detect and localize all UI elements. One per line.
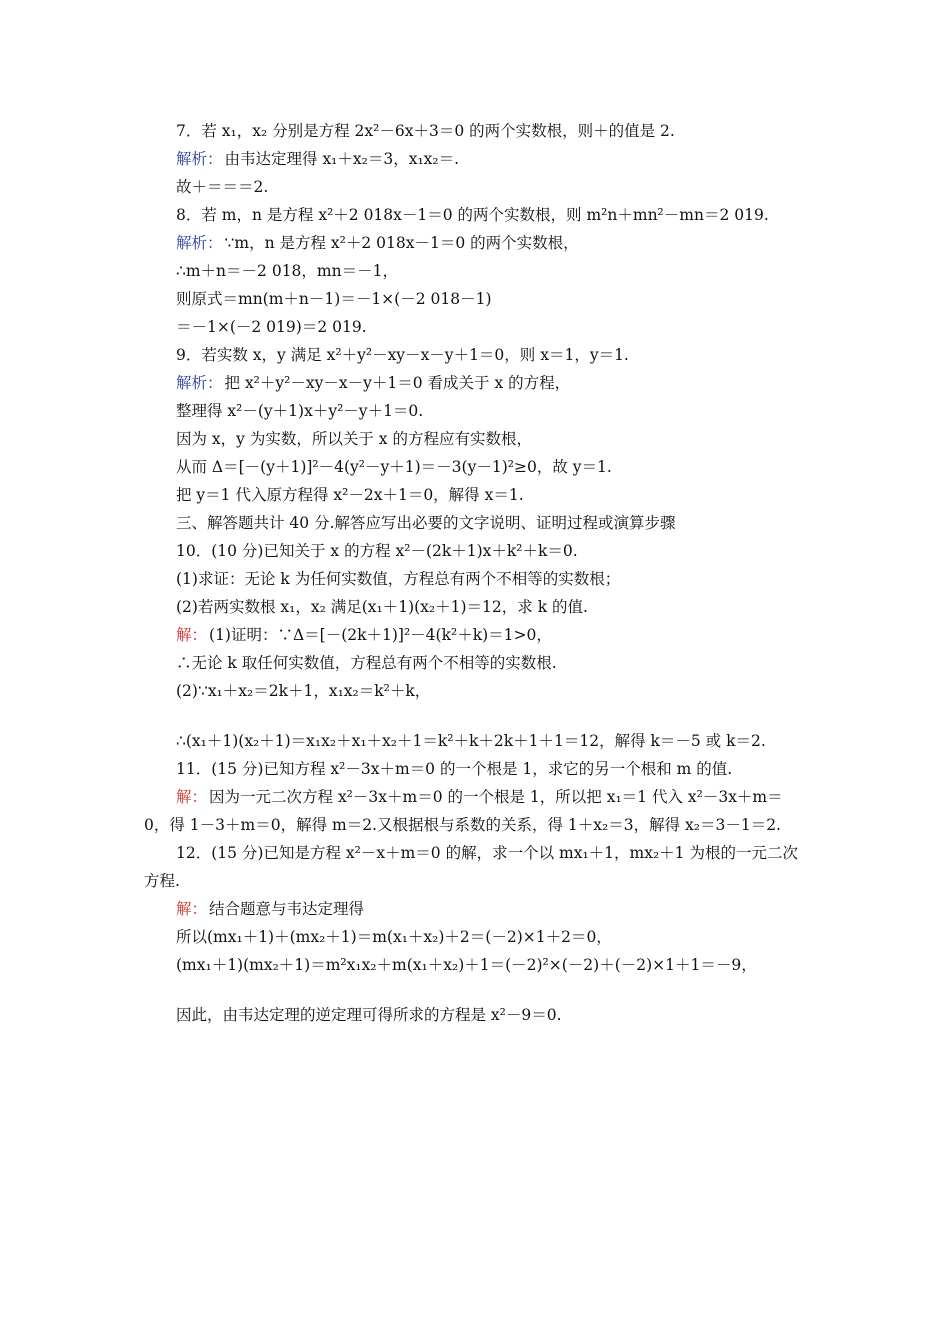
q8-analysis: 解析： ∵m，n 是方程 x²＋2 018x－1＝0 的两个实数根， bbox=[176, 234, 579, 252]
q8-step-2: 则原式＝mn(m＋n－1)＝－1×(－2 018－1) bbox=[176, 290, 492, 308]
analysis-label: 解析： bbox=[176, 150, 223, 168]
q10-step-3: ∴(x₁＋1)(x₂＋1)＝x₁x₂＋x₁＋x₂＋1＝k²＋k＋2k＋1＋1＝12，解得 k＝－5 或 k＝2. bbox=[176, 732, 766, 750]
q10-statement: 10．(10 分)已知关于 x 的方程 x²－(2k＋1)x＋k²＋k＝0. bbox=[176, 542, 578, 560]
q12-step-1: 所以(mx₁＋1)＋(mx₂＋1)＝m(x₁＋x₂)＋2＝(－2)×1＋2＝0， bbox=[176, 928, 612, 946]
q10-solution: 解： (1)证明：∵Δ＝[－(2k＋1)]²－4(k²＋k)＝1>0， bbox=[176, 626, 552, 644]
q11-solution-cont: 0，得 1－3＋m＝0，解得 m＝2.又根据根与系数的关系，得 1＋x₂＝3，解得 x₂＝3－1＝2. bbox=[144, 816, 781, 834]
q8-step-3: ＝－1×(－2 019)＝2 019. bbox=[176, 318, 367, 336]
q9-step-1: 整理得 x²－(y＋1)x＋y²－y＋1＝0. bbox=[176, 402, 424, 420]
q9-analysis: 解析： 把 x²＋y²－xy－x－y＋1＝0 看成关于 x 的方程， bbox=[176, 374, 571, 392]
q10-step-2: (2)∵x₁＋x₂＝2k＋1，x₁x₂＝k²＋k， bbox=[176, 682, 431, 700]
q10-part-1: (1)求证：无论 k 为任何实数值，方程总有两个不相等的实数根； bbox=[176, 570, 621, 588]
q7-statement: 7．若 x₁，x₂ 分别是方程 2x²－6x＋3＝0 的两个实数根，则＋的值是 2. bbox=[176, 122, 675, 140]
q9-statement: 9．若实数 x，y 满足 x²＋y²－xy－x－y＋1＝0，则 x＝1，y＝1. bbox=[176, 346, 629, 364]
q11-statement: 11．(15 分)已知方程 x²－3x＋m＝0 的一个根是 1，求它的另一个根和 m 的值. bbox=[176, 760, 733, 778]
q7-result: 故＋＝＝＝2. bbox=[176, 178, 269, 196]
solution-label: 解： bbox=[176, 788, 208, 806]
q12-statement-cont: 方程. bbox=[144, 872, 180, 890]
analysis-label: 解析： bbox=[176, 374, 223, 392]
q11-solution: 解： 因为一元二次方程 x²－3x＋m＝0 的一个根是 1，所以把 x₁＝1 代入 x²－3x＋m＝ bbox=[176, 788, 783, 806]
q9-step-4: 把 y＝1 代入原方程得 x²－2x＋1＝0，解得 x＝1. bbox=[176, 486, 524, 504]
q8-step-1: ∴m＋n＝－2 018，mn＝－1， bbox=[176, 262, 398, 280]
q10-part-2: (2)若两实数根 x₁，x₂ 满足(x₁＋1)(x₂＋1)＝12，求 k 的值. bbox=[176, 598, 588, 616]
q12-step-2: (mx₁＋1)(mx₂＋1)＝m²x₁x₂＋m(x₁＋x₂)＋1＝(－2)²×(－2)＋(－2)×1＋1＝－9， bbox=[176, 956, 757, 974]
solution-label: 解： bbox=[176, 626, 208, 644]
q12-statement: 12．(15 分)已知是方程 x²－x＋m＝0 的解，求一个以 mx₁＋1，mx₂＋1 为根的一元二次 bbox=[176, 844, 798, 862]
q9-step-2: 因为 x，y 为实数，所以关于 x 的方程应有实数根， bbox=[176, 430, 532, 448]
q10-step-1: ∴无论 k 取任何实数值，方程总有两个不相等的实数根. bbox=[176, 654, 557, 672]
q9-step-3: 从而 Δ＝[－(y＋1)]²－4(y²－y＋1)＝－3(y－1)²≥0，故 y＝1. bbox=[176, 458, 612, 476]
q12-solution: 解： 结合题意与韦达定理得 bbox=[176, 900, 365, 918]
q12-conclusion: 因此，由韦达定理的逆定理可得所求的方程是 x²－9＝0. bbox=[176, 1006, 562, 1024]
section-heading: 三、解答题共计 40 分.解答应写出必要的文字说明、证明过程或演算步骤 bbox=[176, 514, 676, 532]
solution-label: 解： bbox=[176, 900, 208, 918]
analysis-label: 解析： bbox=[176, 234, 223, 252]
q8-statement: 8．若 m，n 是方程 x²＋2 018x－1＝0 的两个实数根，则 m²n＋mn²－mn＝2 019. bbox=[176, 206, 769, 224]
q7-analysis: 解析： 由韦达定理得 x₁＋x₂＝3，x₁x₂＝. bbox=[176, 150, 460, 168]
